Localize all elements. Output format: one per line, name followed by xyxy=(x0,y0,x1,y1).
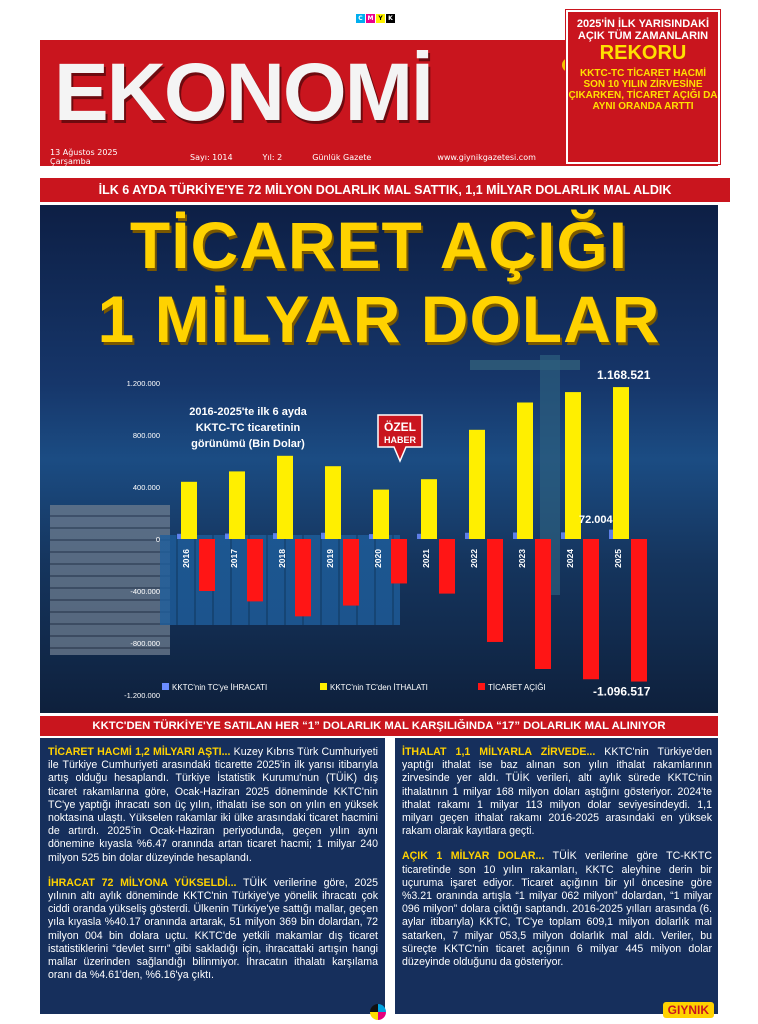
paragraph-lead: İHRACAT 72 MİLYONA YÜKSELDİ... xyxy=(48,876,237,889)
legend-label: KKTC'nin TC'den İTHALATI xyxy=(330,683,428,692)
trade-chart xyxy=(40,205,718,713)
legend-label: TİCARET AÇIĞI xyxy=(488,683,546,692)
sidebox-line2: REKORU xyxy=(599,42,687,64)
kicker: İLK 6 AYDA TÜRKİYE'YE 72 MİLYON DOLARLIK MAL SATTIK, 1,1 MİLYAR DOLARLIK MAL ALDIK xyxy=(40,178,730,202)
y-tick-label: -1.200.000 xyxy=(124,691,160,700)
section-title: EKONOMİ xyxy=(54,47,432,138)
sidebox-line1: 2025'İN İLK YARISINDAKİ AÇIK TÜM ZAMANLARIN xyxy=(576,18,710,42)
y-tick-label: -400.000 xyxy=(130,587,160,596)
deficit-bar xyxy=(295,539,311,616)
data-label-import: 1.168.521 xyxy=(597,368,651,383)
masthead-info xyxy=(40,148,580,166)
x-tick-label: 2018 xyxy=(277,549,287,568)
left-column xyxy=(48,746,378,994)
paragraph xyxy=(48,877,378,983)
paragraph-text: TÜİK verilerine göre TC-KKTC ticaretinde son 10 yılın rakamları, KKTC aleyhine derin bir uçuruma işaret ediyor. Ticaret açığının bir yıl öncesine göre %3.21 oranında artışla “1 milyar 062 milyon” dolardan, “1 milyar 096 milyon” dolara çıktığı saptandı. 2016-2025 yılları arasında (6. aylar itibarıyla) KKTC, TC'ye toplam 609,1 milyon dolarlık mal satarken, 7 milyar 053,5 milyon dolarlık mal aldı. Veriler, bu süreçte KKTC'nin ticaret açığının 6 milyar 445 milyon dolar düzeyinde olduğunu da gösteriyor. xyxy=(402,850,712,969)
deficit-bar xyxy=(535,539,551,669)
import-bar xyxy=(277,456,293,539)
cmyk-y: Y xyxy=(376,14,385,23)
import-bar xyxy=(229,471,245,539)
y-tick-label: 1.200.000 xyxy=(126,379,160,388)
paragraph-text: Kuzey Kıbrıs Türk Cumhuriyeti ile Türkiye Cumhuriyeti arasındaki ticarette 2025'in ilk yarısı itibarıyla artış olduğu hesaplandı. Türkiye İstatistik Kurumu'nun (TÜİK) dış ticaret rakamlarına göre, Ocak-Haziran 2025 döneminde KKTC'nin TC'ye yaptığı ihracatı son üç yılın, ithalatı ise son on yılın en yüksek noktasına ulaştı. Yükselen rakamlar iki ülke arasındaki ticaret hacmini de artırdı. 2025'in Ocak-Haziran periyodunda, geçen yılın aynı dönemine kıyasla %6.47 oranında artan ticaret hacmi; 1 milyar 240 milyon 525 bin dolar düzeyinde hesaplandı. xyxy=(48,746,379,864)
subhead: KKTC'DEN TÜRKİYE'YE SATILAN HER “1” DOLARLIK MAL KARŞILIĞINDA “17” DOLARLIK MAL ALINIYOR xyxy=(40,716,718,736)
x-tick-label: 2016 xyxy=(181,549,191,568)
y-tick-label: 800.000 xyxy=(132,431,160,440)
issue-year: Yıl: 2 xyxy=(262,152,283,162)
legend-swatch xyxy=(162,683,169,690)
sidebox-line3: KKTC-TC TİCARET HACMİ SON 10 YILIN ZİRVESİNE ÇIKARKEN, TİCARET AÇIĞI DA AYNI ORANDA ARTTI xyxy=(568,68,718,112)
import-bar xyxy=(181,482,197,539)
x-tick-label: 2025 xyxy=(613,549,623,568)
hero-chart-panel xyxy=(40,205,718,713)
import-bar xyxy=(613,387,629,539)
cmyk-k: K xyxy=(386,14,395,23)
cmyk-registration xyxy=(356,14,395,23)
cmyk-m: M xyxy=(367,15,374,22)
x-tick-label: 2017 xyxy=(229,549,239,568)
data-label-export: 72.004 xyxy=(579,514,613,526)
paper-url[interactable]: www.giynikgazetesi.com xyxy=(437,152,536,162)
y-tick-label: -800.000 xyxy=(130,639,160,648)
x-tick-label: 2019 xyxy=(325,549,335,568)
registration-mark-icon xyxy=(370,1004,386,1020)
legend-swatch xyxy=(478,683,485,690)
paragraph xyxy=(48,746,378,865)
deficit-bar xyxy=(391,539,407,583)
issue-number: Sayı: 1014 xyxy=(190,152,233,162)
x-tick-label: 2023 xyxy=(517,549,527,568)
deficit-bar xyxy=(247,539,263,601)
chart-title-line: 2016-2025'te ilk 6 ayda xyxy=(189,406,307,418)
import-bar xyxy=(373,490,389,539)
chart-title-line: görünümü (Bin Dolar) xyxy=(191,438,305,450)
import-bar xyxy=(421,479,437,539)
badge-line2: HABER xyxy=(383,435,417,445)
x-tick-label: 2024 xyxy=(565,549,575,568)
paragraph-text: KKTC'nin Türkiye'den yaptığı ithalat ise baz alınan son yılın ithalat rakamlarının zirvesinde yer aldı. TÜİK verileri, altı aylık sürede KKTC'nin ithalatının 1 milyar 168 milyon doları aştığını gösteriyor. 2024'te ithalat rakamı 1 milyar 113 milyon dolar seviyesindeydi. 1,1 milyarı geçen ithalat rakamı 2016-2025 arasındaki en yüksek rakam olarak kayıtlara geçti. xyxy=(402,746,712,838)
deficit-bar xyxy=(199,539,215,591)
deficit-bar xyxy=(631,539,647,682)
paragraph-lead: TİCARET HACMİ 1,2 MİLYARI AŞTI... xyxy=(48,746,231,758)
legend-swatch xyxy=(320,683,327,690)
import-bar xyxy=(325,466,341,539)
deficit-bar xyxy=(343,539,359,606)
badge-line1: ÖZEL xyxy=(384,420,416,434)
import-bar xyxy=(517,403,533,540)
right-column xyxy=(402,746,712,981)
y-tick-label: 400.000 xyxy=(132,483,160,492)
data-label-deficit: -1.096.517 xyxy=(593,684,651,699)
x-tick-label: 2022 xyxy=(469,549,479,568)
headline-line1: TİCARET AÇIĞI xyxy=(129,208,629,282)
deficit-bar xyxy=(487,539,503,642)
paragraph-lead: İTHALAT 1,1 MİLYARLA ZİRVEDE... xyxy=(402,746,596,758)
y-tick-label: 0 xyxy=(155,535,160,544)
paragraph xyxy=(402,850,712,969)
cmyk-c: C xyxy=(356,14,365,23)
paper-type: Günlük Gazete xyxy=(312,152,372,162)
x-tick-label: 2020 xyxy=(373,549,383,568)
issue-date: 13 Ağustos 2025 Çarşamba xyxy=(50,148,118,166)
x-tick-label: 2021 xyxy=(421,549,431,568)
headline-line2: 1 MİLYAR DOLAR xyxy=(97,282,661,356)
paragraph-text: TÜİK verilerine göre, 2025 yılının altı aylık döneminde KKTC'nin Türkiye'ye yönelik ihracatı çok ciddi oranda yükseliş gösterdi. Ülkenin Türkiye'ye sattığı mallar, geçen yıla kıyasla %40.17 oranında artarak, 51 milyon 369 bin dolardan, 72 milyon 004 bin dolara uçtu. KKTC'de yetkili makamlar dış ticaret istatistiklerini “devlet sırrı” gibi sakladığı için, ihracattaki artışın hangi mallar üzerinden sağlandığı bilinmiyor. İhracatın ithalatı karşılama oranı da %4.61'den, %6.16'ya çıktı. xyxy=(48,876,378,982)
import-bar xyxy=(469,430,485,539)
paragraph-lead: AÇIK 1 MİLYAR DOLAR... xyxy=(402,850,545,863)
chart-title-line: KKTC-TC ticaretinin xyxy=(195,422,301,434)
legend-label: KKTC'nin TC'ye İHRACATI xyxy=(172,683,268,692)
record-sidebox xyxy=(566,10,720,164)
brand-logo: GIYNIK xyxy=(663,1002,714,1018)
deficit-bar xyxy=(583,539,599,679)
paragraph xyxy=(402,746,712,838)
deficit-bar xyxy=(439,539,455,594)
